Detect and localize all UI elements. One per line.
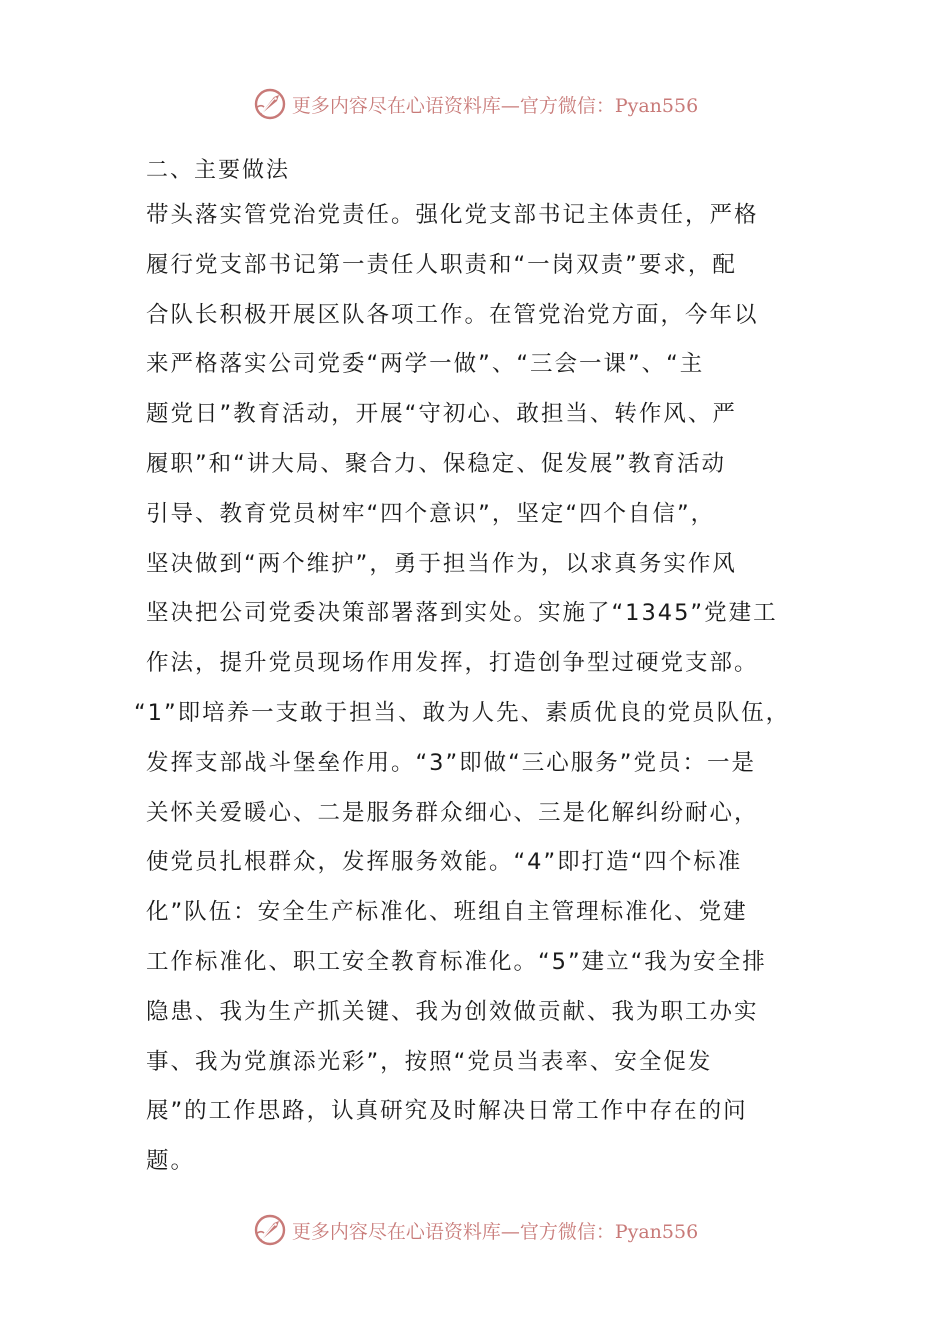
body-line: 合队长积极开展区队各项工作。在管党治党方面，今年以 xyxy=(146,301,759,328)
body-line: 坚决做到“两个维护”，勇于担当作为，以求真务实作风 xyxy=(146,550,737,577)
section-heading: 二、主要做法 xyxy=(146,158,291,183)
watermark-text: 更多内容尽在心语资料库—官方微信：Pyan556 xyxy=(291,94,699,117)
body-line: 事、我为党旗添光彩”，按照“党员当表率、安全促发 xyxy=(146,1048,713,1075)
body-line: 来严格落实公司党委“两学一做”、“三会一课”、“主 xyxy=(146,351,705,378)
footer-watermark xyxy=(0,1210,950,1250)
body-line: 隐患、我为生产抓关键、我为创效做贡献、我为职工办实 xyxy=(146,998,759,1025)
body-line: 化”队伍：安全生产标准化、班组自主管理标准化、党建 xyxy=(146,899,748,926)
body-line: 履职”和“讲大局、聚合力、保稳定、促发展”教育活动 xyxy=(146,450,726,477)
header-watermark xyxy=(0,84,950,124)
body-line: 引导、教育党员树牢“四个意识”，坚定“四个自信”， xyxy=(146,500,716,527)
body-line: 带头落实管党治党责任。强化党支部书记主体责任，严格 xyxy=(146,202,759,228)
body-line: 履行党支部书记第一责任人职责和“一岗双责”要求，配 xyxy=(146,251,737,278)
body-line: 题党日”教育活动，开展“守初心、敢担当、转作风、严 xyxy=(146,401,737,428)
document-body xyxy=(134,151,826,1187)
body-line: 坚决把公司党委决策部署落到实处。实施了“1345”党建工 xyxy=(146,600,778,627)
watermark-text: 更多内容尽在心语资料库—官方微信：Pyan556 xyxy=(291,1220,699,1243)
body-line: 题。 xyxy=(146,1148,196,1175)
body-line: 工作标准化、职工安全教育标准化。“5”建立“我为安全排 xyxy=(146,948,767,975)
body-line: 展”的工作思路，认真研究及时解决日常工作中存在的问 xyxy=(146,1098,748,1125)
pen-nib-logo-icon xyxy=(252,1212,288,1248)
body-line: 发挥支部战斗堡垒作用。“3”即做“三心服务”党员：一是 xyxy=(146,749,756,776)
body-line: 作法，提升党员现场作用发挥，打造创争型过硬党支部。 xyxy=(146,650,759,677)
body-line: 关怀关爱暖心、二是服务群众细心、三是化解纠纷耐心， xyxy=(146,799,759,826)
pen-nib-logo-icon xyxy=(252,86,288,122)
body-line: “1”即培养一支敢于担当、敢为人先、素质优良的党员队伍， xyxy=(134,699,791,726)
body-line: 使党员扎根群众，发挥服务效能。“4”即打造“四个标准 xyxy=(146,849,743,876)
